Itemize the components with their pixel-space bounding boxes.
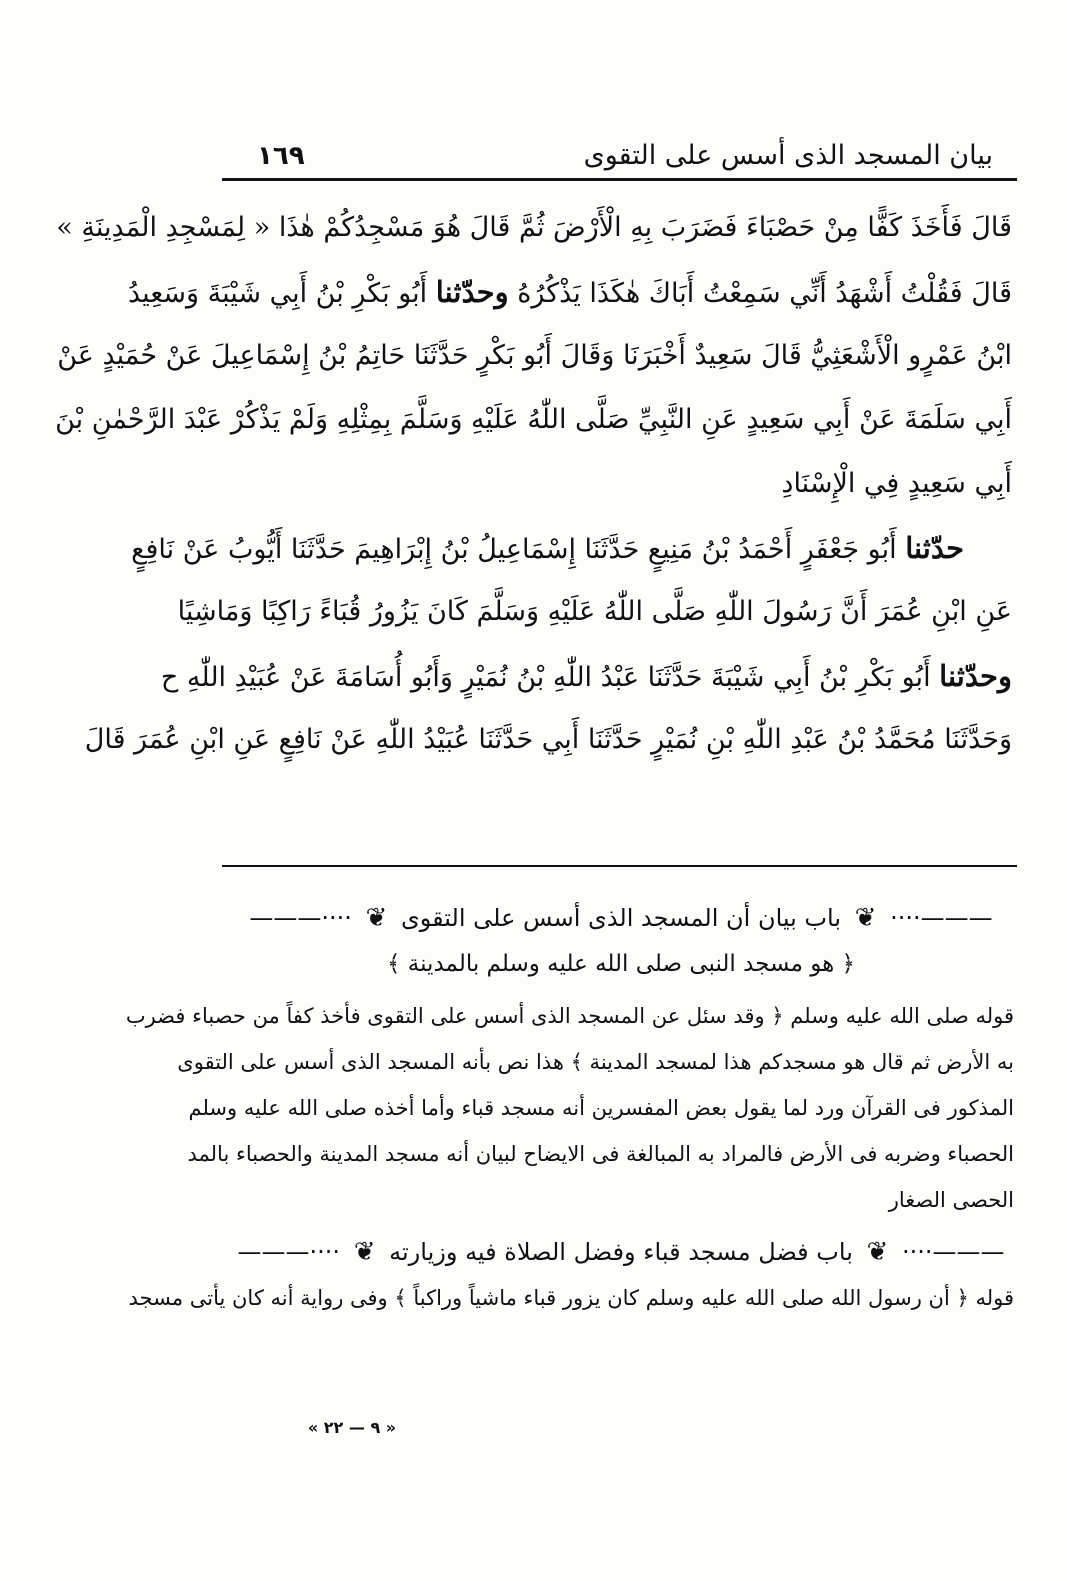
hadith-line-text: أَبُو بَكْرِ بْنُ أَبِي شَيْبَةَ حَدَّثَنَا عَبْدُ اللّٰهِ بْنُ نُمَيْرٍ وَأَبُو أُسَامَةَ عَنْ عُبَيْدِ اللّٰهِ ح [160, 662, 931, 693]
hadith-line [160, 644, 1012, 708]
haddathana-wa: و [494, 275, 509, 309]
hadith-line [128, 260, 1012, 324]
chapter-heading [228, 1229, 1014, 1275]
hadith-line [131, 516, 1012, 580]
commentary-line: الحصى الصغار [888, 1188, 1014, 1212]
running-header [225, 122, 1015, 178]
haddathana-word: حدّثنا [435, 275, 495, 309]
hadith-line: وَحَدَّثَنَا مُحَمَّدُ بْنُ عَبْدِ اللّٰهِ بْنِ نُمَيْرٍ حَدَّثَنَا أَبِي حَدَّثَنَا عُبَيْدُ اللّٰهِ عَنْ نَافِعٍ عَنِ ابْنِ عُمَرَ قَالَ [84, 724, 1012, 755]
haddathana-marker [939, 659, 1012, 693]
flourish-icon: ❦ [866, 1237, 889, 1267]
hadith-line: أَبِي سَلَمَةَ عَنْ أَبِي سَعِيدٍ عَنِ النَّبِيِّ صَلَّى اللّٰهُ عَلَيْهِ وَسَلَّمَ بِمِثْلِهِ وَلَمْ يَذْكُرْ عَبْدَ الرَّحْمٰنِ بْنَ [55, 404, 1012, 435]
hadith-line-text: قَالَ فَقُلْتُ أَشْهَدُ أَنِّي سَمِعْتُ أَبَاكَ هٰكَذَا يَذْكُرُهُ [517, 278, 1012, 309]
flourish-icon: ❦ [854, 903, 877, 933]
hadith-text [55, 196, 1012, 772]
hadith-line: عَنِ ابْنِ عُمَرَ أَنَّ رَسُولَ اللّٰهِ صَلَّى اللّٰهُ عَلَيْهِ وَسَلَّمَ كَانَ يَزُورُ قُبَاءً رَاكِبًا وَمَاشِيًا [177, 596, 1012, 627]
flourish-icon: ❦ [353, 1237, 376, 1267]
chapter-title: باب بيان أن المسجد الذى أسس على التقوى [400, 904, 842, 932]
haddathana-marker: حدّثنا [905, 531, 964, 565]
hadith-line: أَبِي سَعِيدٍ فِي الْإِسْنَادِ [781, 468, 1012, 499]
header-rule [222, 178, 1017, 181]
dash-ornament: ····——— [237, 1238, 341, 1266]
commentary-line: قوله ﴿ أن رسول الله صلى الله عليه وسلم كان يزور قباء ماشياً وراكباً ﴾ وفى رواية أنه كان يأتى مسجد [128, 1286, 1014, 1310]
haddathana-word: حدّثنا [939, 659, 998, 693]
commentary-line: به الأرض ثم قال هو مسجدكم هذا لمسجد المدينة ﴾ هذا نص بأنه المسجد الذى أسس على التقوى [177, 1050, 1014, 1074]
commentary [125, 895, 1014, 1321]
haddathana-wa: و [997, 659, 1012, 693]
dash-ornament: ———···· [890, 904, 993, 932]
haddathana-marker [436, 275, 509, 309]
hadith-line: ابْنُ عَمْرٍو الْأَشْعَثِيُّ قَالَ سَعِيدٌ أَخْبَرَنَا وَقَالَ أَبُو بَكْرٍ حَدَّثَنَا حَاتِمُ بْنُ إِسْمَاعِيلَ عَنْ حُمَيْدٍ عَنْ [57, 340, 1012, 371]
commentary-line: قوله صلى الله عليه وسلم ﴿ وقد سئل عن المسجد الذى أسس على التقوى فأخذ كفاً من حصباء فضرب [125, 1004, 1014, 1028]
dash-ornament: ———···· [901, 1238, 1005, 1266]
chapter-title: باب فضل مسجد قباء وفضل الصلاة فيه وزيارته [389, 1238, 853, 1266]
flourish-icon: ❦ [365, 903, 388, 933]
chapter-heading [228, 895, 1014, 941]
commentary-line: الحصباء وضربه فى الأرض فالمراد به المبالغة فى الايضاح لبيان أنه مسجد المدينة والحصباء بالمد [187, 1142, 1014, 1166]
hadith-line-text: أَبُو بَكْرِ بْنُ أَبِي شَيْبَةَ وَسَعِيدُ [128, 278, 428, 309]
signature-mark: « ٩ — ٢٢ » [307, 1418, 397, 1437]
commentary-line: المذكور فى القرآن ورد لما يقول بعض المفسرين أنه مسجد قباء وأما أخذه صلى الله عليه وسلم [188, 1096, 1014, 1120]
section-divider [222, 865, 1017, 867]
chapter-subtitle: ﴿ هو مسجد النبى صلى الله عليه وسلم بالمدينة ﴾ [387, 951, 855, 977]
hadith-line: قَالَ فَأَخَذَ كَفًّا مِنْ حَصْبَاءَ فَضَرَبَ بِهِ الْأَرْضَ ثُمَّ قَالَ هُوَ مَسْجِدُكُمْ هٰذَا « لِمَسْجِدِ الْمَدِينَةِ » [56, 212, 1012, 243]
dash-ornament: ····——— [249, 904, 352, 932]
header-title: بيان المسجد الذى أسس على التقوى [583, 140, 993, 171]
hadith-line-text: أَبُو جَعْفَرٍ أَحْمَدُ بْنُ مَنِيعٍ حَدَّثَنَا إِسْمَاعِيلُ بْنُ إِبْرَاهِيمَ حَدَّثَنَا أَيُّوبُ عَنْ نَافِعٍ [131, 534, 897, 565]
page-number: ١٦٩ [257, 141, 305, 171]
